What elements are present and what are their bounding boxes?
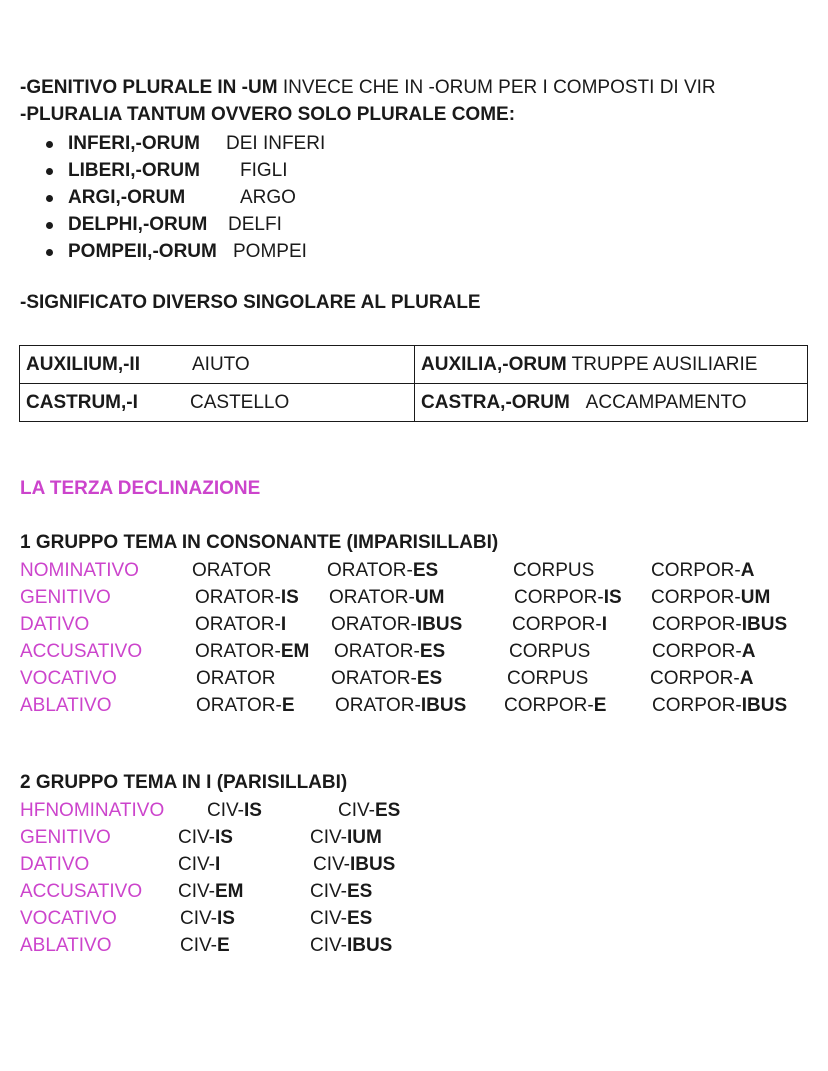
declension-form [512, 611, 607, 638]
form-ending: EM [214, 881, 244, 902]
list-item [40, 211, 325, 238]
form-stem: ORATOR- [331, 668, 417, 689]
case-label: ABLATIVO [20, 935, 112, 956]
declension-form [507, 665, 588, 692]
form-ending: IBUS [349, 854, 396, 875]
case-label: DATIVO [20, 614, 90, 635]
form-stem: CORPUS [507, 668, 589, 689]
form-stem: ORATOR [196, 668, 276, 689]
form-stem: CORPOR- [651, 560, 741, 581]
declension-form [650, 665, 753, 692]
declension-form [178, 851, 220, 878]
form-stem: CORPOR- [650, 668, 740, 689]
pl-term: CASTRA,-ORUM [421, 391, 570, 413]
section-title [20, 478, 260, 500]
bullet-term: ARGI,-ORUM [68, 187, 186, 208]
pl-meaning: TRUPPE AUSILIARIE [571, 353, 758, 375]
declension-form [651, 584, 770, 611]
form-ending: ES [374, 800, 401, 821]
declension-form [192, 557, 272, 584]
form-stem: ORATOR- [327, 560, 413, 581]
group2-heading [20, 772, 347, 794]
case-label: VOCATIVO [20, 908, 117, 929]
form-stem: CIV- [178, 881, 215, 902]
bullet-meaning: POMPEI [233, 241, 307, 262]
form-ending: IUM [346, 827, 382, 848]
form-ending: UM [414, 587, 445, 608]
form-stem: ORATOR- [334, 641, 420, 662]
case-label: ACCUSATIVO [20, 881, 143, 902]
bullet-term: LIBERI,-ORUM [68, 160, 200, 181]
form-stem: CIV- [310, 908, 347, 929]
declension-form [504, 692, 606, 719]
declension-form [509, 638, 590, 665]
declension-form [310, 824, 382, 851]
bullet-term: INFERI,-ORUM [68, 133, 200, 154]
case-label: ABLATIVO [20, 695, 112, 716]
form-stem: ORATOR- [195, 587, 281, 608]
list-item [40, 238, 325, 265]
declension-form [310, 905, 372, 932]
declension-form [178, 824, 233, 851]
table-row [20, 346, 808, 384]
sg-term: AUXILIUM,-II [26, 353, 140, 375]
form-ending: ES [346, 881, 373, 902]
form-stem: CORPUS [509, 641, 591, 662]
form-ending: A [739, 668, 754, 689]
declension-form [651, 557, 754, 584]
bullet-meaning: FIGLI [240, 160, 288, 181]
form-ending: A [740, 560, 755, 581]
form-ending: ES [419, 641, 446, 662]
case-label: NOMINATIVO [20, 560, 139, 581]
form-stem: ORATOR- [331, 614, 417, 635]
form-ending: IS [280, 587, 299, 608]
declension-form [196, 665, 276, 692]
significato-heading [20, 292, 481, 314]
list-item [40, 130, 325, 157]
bullet-meaning: DEI INFERI [226, 133, 326, 154]
case-label: GENITIVO [20, 587, 111, 608]
sg-meaning: AIUTO [192, 353, 250, 375]
declension-form [329, 584, 444, 611]
form-stem: CORPOR- [651, 587, 741, 608]
declension-form [195, 638, 309, 665]
declension-form [338, 797, 400, 824]
bullet-meaning: DELFI [228, 214, 282, 235]
declension-form [178, 878, 243, 905]
declension-form [195, 611, 286, 638]
form-stem: CORPOR- [512, 614, 602, 635]
form-stem: CIV- [310, 935, 347, 956]
case-label: VOCATIVO [20, 668, 117, 689]
form-ending: IBUS [416, 614, 463, 635]
form-stem: CORPOR- [514, 587, 604, 608]
form-ending: ES [412, 560, 439, 581]
declension-form [207, 797, 262, 824]
intro-line-pluralia [20, 104, 515, 126]
form-stem: CIV- [338, 800, 375, 821]
table-cell [20, 346, 415, 384]
pluralia-list [40, 130, 325, 265]
pl-meaning: ACCAMPAMENTO [585, 391, 747, 413]
declension-form [331, 665, 442, 692]
list-item [40, 157, 325, 184]
form-stem: CIV- [180, 935, 217, 956]
form-stem: CIV- [180, 908, 217, 929]
form-stem: CORPUS [513, 560, 595, 581]
sg-meaning: CASTELLO [190, 391, 290, 413]
significato-heading-text: -SIGNIFICATO DIVERSO SINGOLARE AL PLURALE [20, 292, 481, 313]
form-ending: E [216, 935, 230, 956]
case-label: DATIVO [20, 854, 90, 875]
group1-heading [20, 532, 498, 554]
table-cell [415, 346, 808, 384]
declension-form [652, 692, 787, 719]
declension-form [652, 611, 787, 638]
form-ending: I [280, 614, 287, 635]
table-row [20, 384, 808, 422]
form-ending: EM [280, 641, 310, 662]
form-stem: ORATOR- [329, 587, 415, 608]
form-ending: IBUS [420, 695, 467, 716]
table-cell [20, 384, 415, 422]
sg-term: CASTRUM,-I [26, 391, 138, 413]
intro-line1-bold: -GENITIVO PLURALE IN -UM [20, 77, 278, 98]
declension-form [514, 584, 622, 611]
declension-form [331, 611, 462, 638]
bullet-term: POMPEII,-ORUM [68, 241, 217, 262]
table-cell [415, 384, 808, 422]
declension-form [335, 692, 466, 719]
form-stem: ORATOR- [335, 695, 421, 716]
declension-form [195, 584, 299, 611]
form-ending: IS [214, 827, 233, 848]
form-ending: E [281, 695, 295, 716]
intro-line1-rest: INVECE CHE IN -ORUM PER I COMPOSTI DI VIR [277, 77, 716, 98]
form-ending: E [593, 695, 607, 716]
intro-line2: -PLURALIA TANTUM OVVERO SOLO PLURALE COME: [20, 104, 516, 125]
declension-form [327, 557, 438, 584]
case-label: GENITIVO [20, 827, 111, 848]
form-ending: IS [243, 800, 262, 821]
significato-table [19, 345, 808, 422]
bullet-term: DELPHI,-ORUM [68, 214, 208, 235]
form-ending: IS [603, 587, 622, 608]
declension-form [180, 932, 230, 959]
form-stem: CIV- [313, 854, 350, 875]
group2-heading-text: 2 GRUPPO TEMA IN I (PARISILLABI) [20, 772, 348, 793]
declension-form [513, 557, 594, 584]
group1-heading-text: 1 GRUPPO TEMA IN CONSONANTE (IMPARISILLABI) [20, 532, 499, 553]
declension-form [310, 932, 392, 959]
declension-form [334, 638, 445, 665]
case-label: HFNOMINATIVO [20, 800, 165, 821]
form-stem: ORATOR- [195, 641, 281, 662]
form-ending: A [741, 641, 756, 662]
form-stem: CIV- [178, 854, 215, 875]
form-ending: IBUS [346, 935, 393, 956]
form-ending: ES [416, 668, 443, 689]
section-title-text: LA TERZA DECLINAZIONE [20, 478, 261, 499]
form-stem: ORATOR- [195, 614, 281, 635]
form-stem: CORPOR- [652, 641, 742, 662]
form-ending: ES [346, 908, 373, 929]
declension-form [313, 851, 395, 878]
form-stem: CIV- [178, 827, 215, 848]
form-ending: IBUS [741, 695, 788, 716]
declension-form [196, 692, 295, 719]
declension-form [652, 638, 755, 665]
form-stem: ORATOR- [196, 695, 282, 716]
form-ending: I [601, 614, 608, 635]
form-stem: CIV- [310, 827, 347, 848]
form-ending: IBUS [741, 614, 788, 635]
form-stem: ORATOR [192, 560, 272, 581]
list-item [40, 184, 325, 211]
declension-form [310, 878, 372, 905]
form-stem: CORPOR- [652, 695, 742, 716]
form-ending: UM [740, 587, 771, 608]
form-stem: CIV- [207, 800, 244, 821]
pl-term: AUXILIA,-ORUM [421, 353, 567, 375]
form-stem: CORPOR- [652, 614, 742, 635]
bullet-meaning: ARGO [240, 187, 296, 208]
form-stem: CORPOR- [504, 695, 594, 716]
declension-form [180, 905, 235, 932]
form-ending: I [214, 854, 221, 875]
form-ending: IS [216, 908, 235, 929]
case-label: ACCUSATIVO [20, 641, 143, 662]
intro-line-genitivo [20, 77, 716, 99]
form-stem: CIV- [310, 881, 347, 902]
